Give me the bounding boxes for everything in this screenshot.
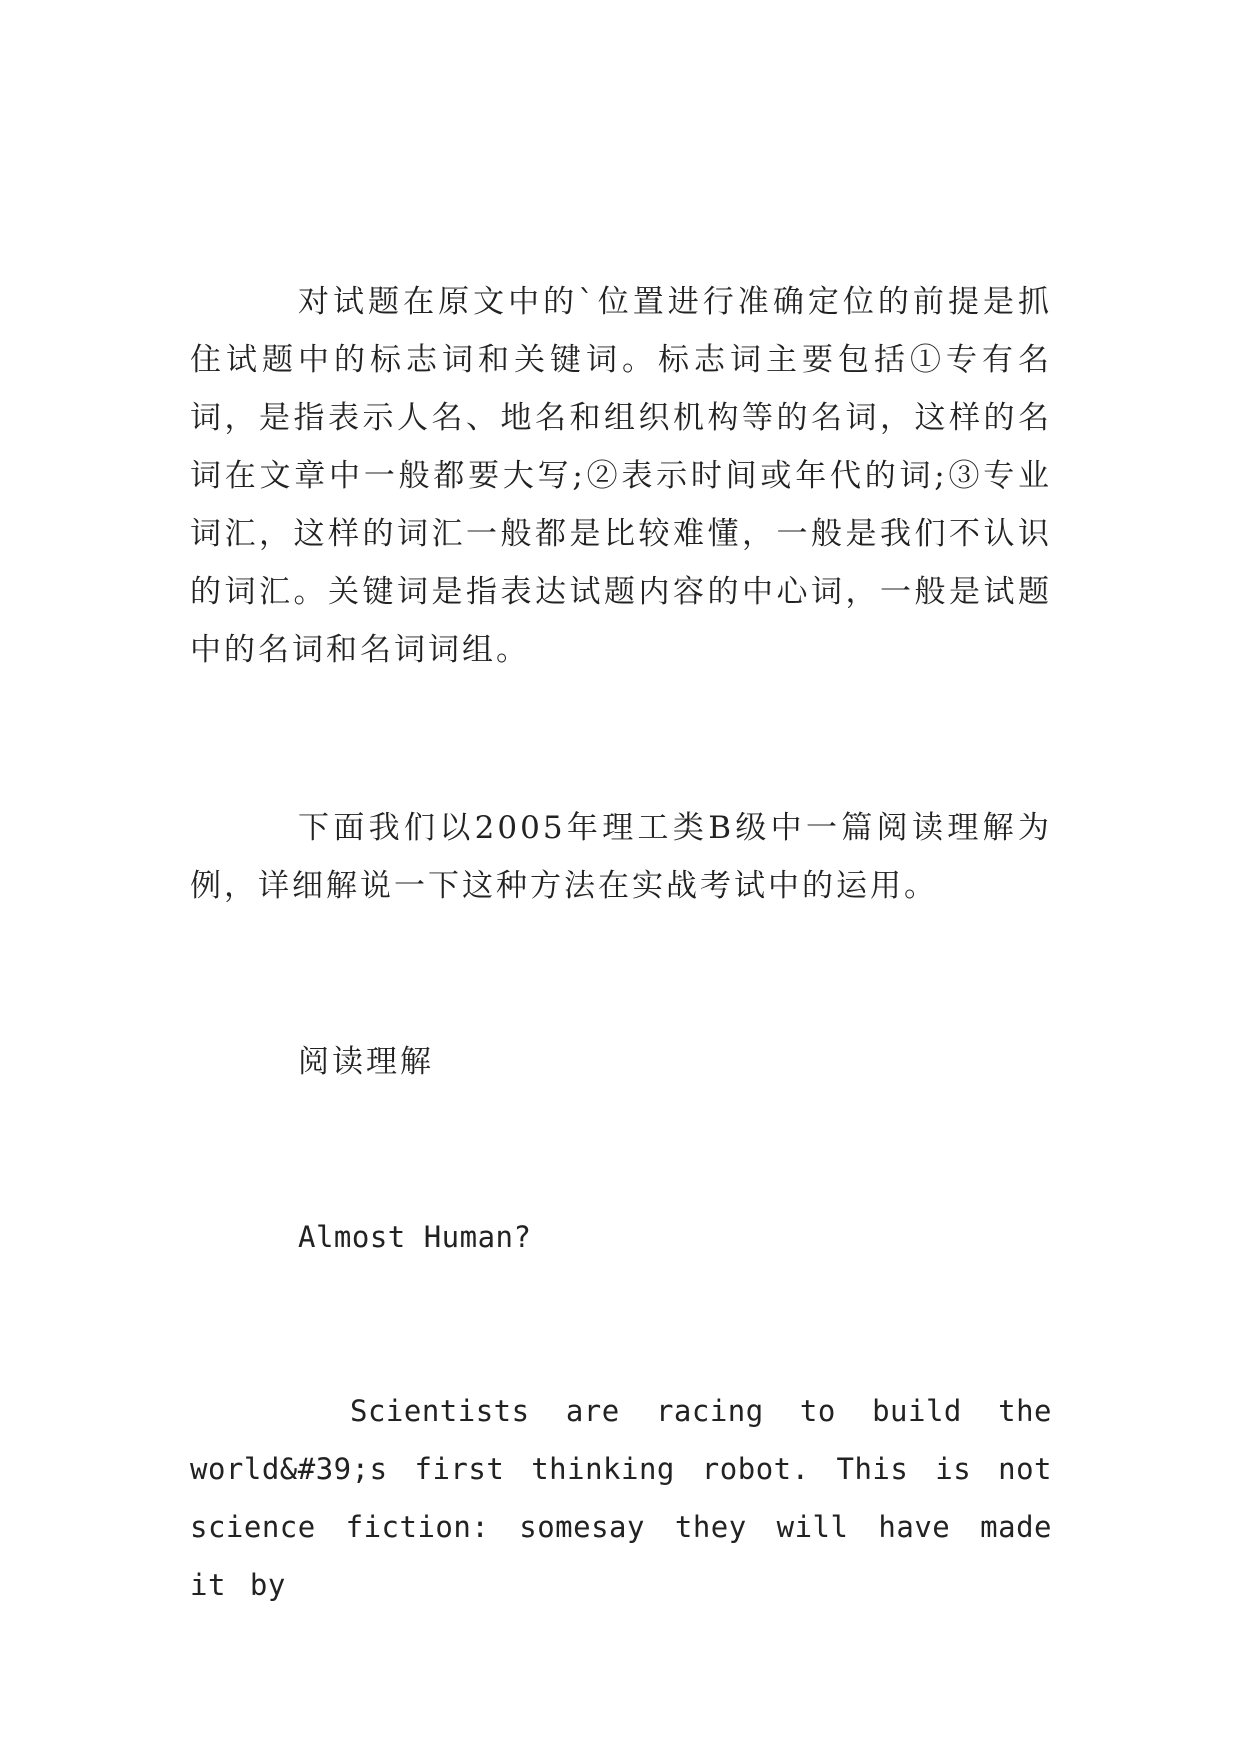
passage-title: Almost Human? — [298, 1220, 532, 1254]
paragraph-example-intro: 下面我们以2005年理工类B级中一篇阅读理解为例，详细解说一下这种方法在实战考试中的运用。 — [190, 810, 1052, 904]
passage-text: Scientists are racing to build the world&#39;s first thinking robot. This is not science fiction: somesay they will have made it by — [190, 1394, 1052, 1602]
section-heading: 阅读理解 — [298, 1044, 434, 1080]
paragraph-locating-tip: 对试题在原文中的`位置进行准确定位的前提是抓住试题中的标志词和关键词。标志词主要包括①专有名词，是指表示人名、地名和组织机构等的名词，这样的名词在文章中一般都要大写;②表示时间或年代的词;③专业词汇，这样的词汇一般都是比较难懂，一般是我们不认识的词汇。关键词是指表达试题内容的中心词，一般是试题中的名词和名词词组。 — [190, 284, 1052, 668]
